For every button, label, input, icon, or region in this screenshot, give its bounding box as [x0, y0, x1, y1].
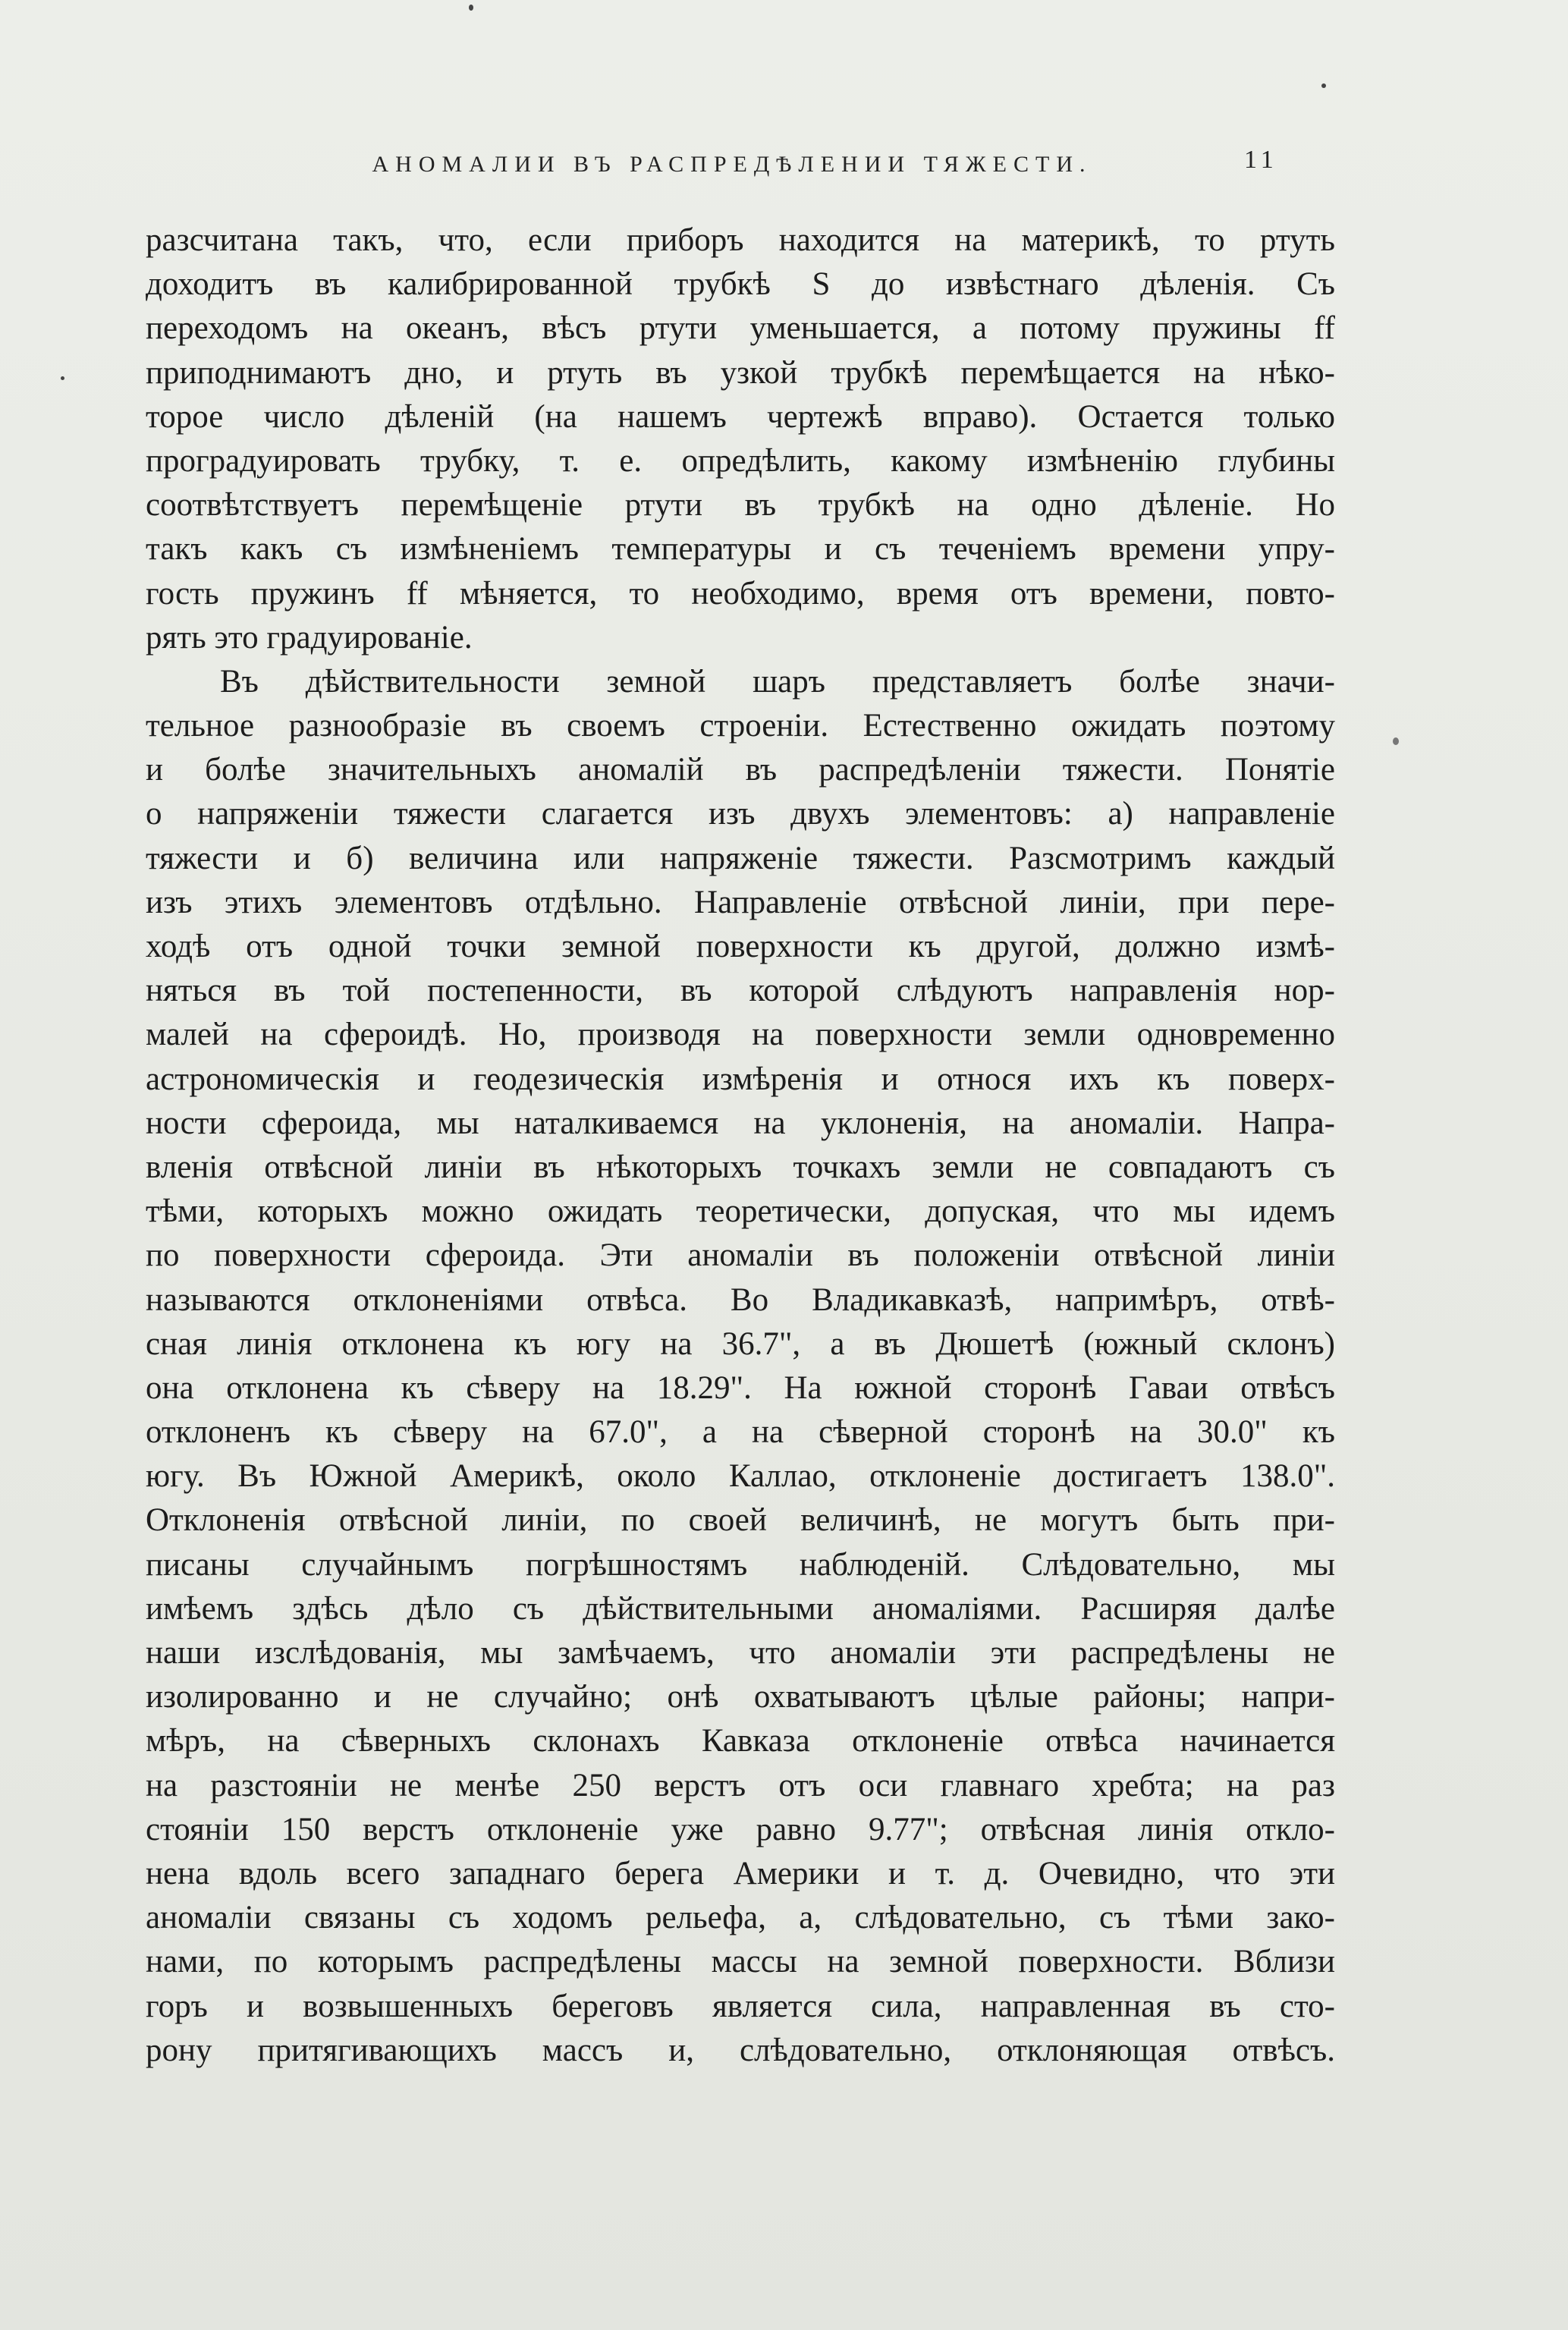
text-line: тяжести и б) величина или напряженіе тяжести. Разсмотримъ каждый [146, 840, 1335, 876]
running-title: АНОМАЛИИ ВЪ РАСПРЕДѢЛЕНИИ ТЯЖЕСТИ. [372, 152, 1092, 177]
text-line: нами, по которымъ распредѣлены массы на земной поверхности. Вблизи [146, 1944, 1335, 1980]
paper-speck [1393, 737, 1399, 745]
text-line: называются отклоненіями отвѣса. Во Владикавказѣ, напримѣръ, отвѣ- [146, 1281, 1335, 1318]
paper-speck [469, 5, 473, 11]
text-line: горъ и возвышенныхъ береговъ является сила, направленная въ сто- [146, 1988, 1335, 2024]
text-line: соотвѣтствуетъ перемѣщеніе ртути въ трубкѣ на одно дѣленіе. Но [146, 487, 1335, 524]
text-line: аномаліи связаны съ ходомъ рельефа, а, слѣдовательно, съ тѣми зако- [146, 1900, 1335, 1936]
text-line: торое число дѣленій (на нашемъ чертежѣ вправо). Остается только [146, 398, 1335, 435]
text-line: на разстояніи не менѣе 250 верстъ отъ оси главнаго хребта; на раз [146, 1767, 1335, 1803]
text-line: сная линія отклонена къ югу на 36.7", а въ Дюшетѣ (южный склонъ) [146, 1325, 1335, 1362]
text-line: по поверхности сфероида. Эти аномаліи въ положеніи отвѣсной линіи [146, 1237, 1335, 1274]
text-line: о напряженіи тяжести слагается изъ двухъ элементовъ: а) направленіе [146, 796, 1335, 832]
text-line: ности сфероида, мы наталкиваемся на уклоненія, на аномаліи. Напра- [146, 1105, 1335, 1141]
paper-speck [1321, 83, 1326, 88]
text-line: Въ дѣйствительности земной шаръ представляетъ болѣе значи- [220, 663, 1335, 700]
paper-speck [61, 376, 64, 380]
text-line: тѣми, которыхъ можно ожидать теоретически, допуская, что мы идемъ [146, 1193, 1335, 1230]
text-line: гость пружинъ ff мѣняется, то необходимо, время отъ времени, повто- [146, 575, 1335, 612]
text-line: тельное разнообразіе въ своемъ строеніи. Естественно ожидать поэтому [146, 708, 1335, 744]
text-line: и болѣе значительныхъ аномалій въ распредѣленіи тяжести. Понятіе [146, 752, 1335, 788]
body-text [146, 219, 1335, 2073]
text-line: малей на сфероидѣ. Но, производя на поверхности земли одновременно [146, 1017, 1335, 1053]
page-number: 11 [1244, 146, 1278, 174]
text-line: наши изслѣдованія, мы замѣчаемъ, что аномаліи эти распредѣлены не [146, 1635, 1335, 1671]
text-line: имѣемъ здѣсь дѣло съ дѣйствительными аномаліями. Расширяя далѣе [146, 1590, 1335, 1627]
text-line: писаны случайнымъ погрѣшностямъ наблюденій. Слѣдовательно, мы [146, 1546, 1335, 1583]
text-line: няться въ той постепенности, въ которой слѣдуютъ направленія нор- [146, 973, 1335, 1009]
text-line: югу. Въ Южной Америкѣ, около Каллао, отклоненіе достигаетъ 138.0". [146, 1458, 1335, 1495]
text-line: изъ этихъ элементовъ отдѣльно. Направленіе отвѣсной линіи, при пере- [146, 884, 1335, 920]
text-line: Отклоненія отвѣсной линіи, по своей величинѣ, не могутъ быть при- [146, 1502, 1335, 1539]
text-line: изолированно и не случайно; онѣ охватываютъ цѣлые районы; напри- [146, 1679, 1335, 1715]
text-line: рять это градуированіе. [146, 619, 473, 656]
text-line: разсчитана такъ, что, если приборъ находится на материкѣ, то ртуть [146, 222, 1335, 258]
text-line: стояніи 150 верстъ отклоненіе уже равно 9.77"; отвѣсная линія откло- [146, 1811, 1335, 1847]
text-line: такъ какъ съ измѣненіемъ температуры и съ теченіемъ времени упру- [146, 531, 1335, 568]
text-line: ходѣ отъ одной точки земной поверхности къ другой, должно измѣ- [146, 929, 1335, 964]
text-line: мѣръ, на сѣверныхъ склонахъ Кавказа отклоненіе отвѣса начинается [146, 1723, 1335, 1759]
text-line: доходитъ въ калибрированной трубкѣ S до извѣстнаго дѣленія. Съ [146, 266, 1335, 303]
text-line: она отклонена къ сѣверу на 18.29". На южной сторонѣ Гаваи отвѣсъ [146, 1369, 1335, 1406]
text-line: нена вдоль всего западнаго берега Америки и т. д. Очевидно, что эти [146, 1855, 1335, 1891]
text-line: астрономическія и геодезическія измѣренія и относя ихъ къ поверх- [146, 1061, 1335, 1097]
text-line: рону притягивающихъ массъ и, слѣдовательно, отклоняющая отвѣсъ. [146, 2032, 1335, 2068]
text-line: отклоненъ къ сѣверу на 67.0", а на сѣверной сторонѣ на 30.0" къ [146, 1414, 1335, 1451]
text-line: переходомъ на океанъ, вѣсъ ртути уменьшается, а потому пружины ff [146, 310, 1335, 347]
text-line: вленія отвѣсной линіи въ нѣкоторыхъ точкахъ земли не совпадаютъ съ [146, 1149, 1335, 1185]
text-line: проградуировать трубку, т. е. опредѣлить, какому измѣненію глубины [146, 442, 1335, 479]
text-line: приподнимаютъ дно, и ртуть въ узкой трубкѣ перемѣщается на нѣко- [146, 354, 1335, 391]
